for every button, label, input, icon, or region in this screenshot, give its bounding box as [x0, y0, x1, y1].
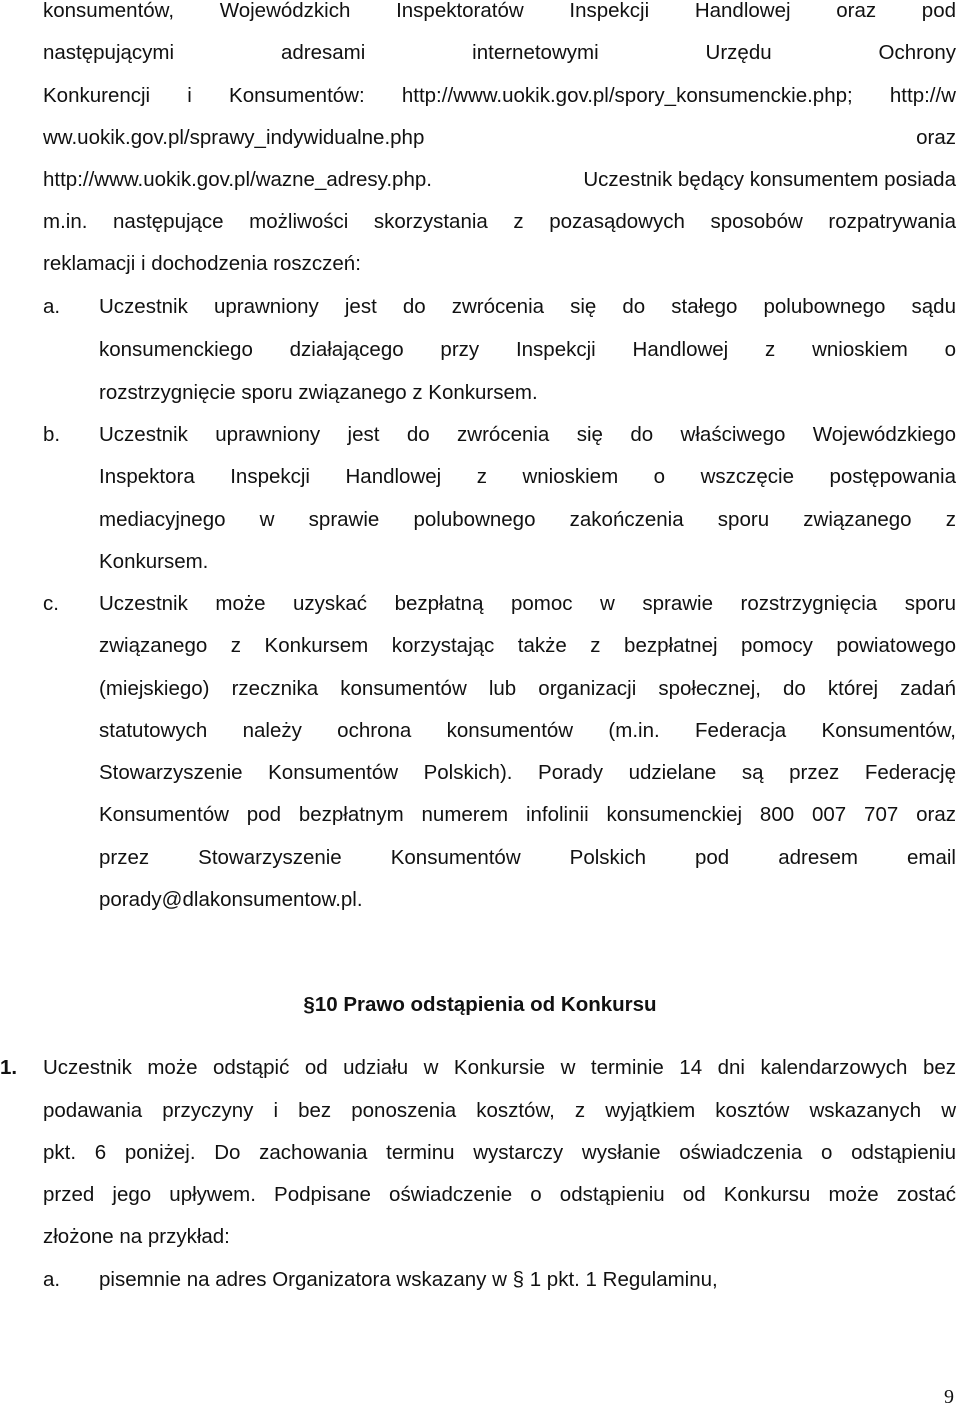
text-line: pisemnie na adres Organizatora wskazany w § 1 pkt. 1 Regulaminu, — [99, 1268, 718, 1291]
text-line — [43, 125, 956, 151]
text-line: pkt. 6 poniżej. Do zachowania terminu wystarczy wysłanie oświadczenia o odstąpieniu — [43, 1141, 956, 1164]
text-line: m.in. następujące możliwości skorzystania z pozasądowych sposobów rozpatrywania — [43, 210, 956, 233]
text-line: Uczestnik może odstąpić od udziału w Konkursie w terminie 14 dni kalendarzowych bez — [43, 1056, 956, 1079]
text-line: Uczestnik uprawniony jest do zwrócenia się do właściwego Wojewódzkiego — [99, 423, 956, 446]
list-marker: 1. — [0, 1056, 18, 1079]
text-line: Konkurencji i Konsumentów: http://www.uokik.gov.pl/spory_konsumenckie.php; http://w — [43, 84, 956, 107]
text-line: Konsumentów pod bezpłatnym numerem infolinii konsumenckiej 800 007 707 oraz — [99, 803, 956, 826]
section-heading: §10 Prawo odstąpienia od Konkursu — [303, 993, 657, 1016]
text-fragment: oraz — [916, 126, 956, 149]
list-marker: c. — [43, 592, 59, 615]
text-line: reklamacji i dochodzenia roszczeń: — [43, 252, 361, 275]
text-line: przed jego upływem. Podpisane oświadczenie o odstąpieniu od Konkursu może zostać — [43, 1183, 956, 1206]
email-text: porady@dlakonsumentow.pl. — [99, 888, 363, 911]
text-line: statutowych należy ochrona konsumentów (m.in. Federacja Konsumentów, — [99, 719, 956, 742]
text-line: następującymi adresami internetowymi Urzędu Ochrony — [43, 41, 956, 64]
page-number: 9 — [944, 1386, 954, 1408]
text-line: Stowarzyszenie Konsumentów Polskich). Porady udzielane są przez Federację — [99, 761, 956, 784]
text-line: rozstrzygnięcie sporu związanego z Konkursem. — [99, 381, 538, 404]
text-line: mediacyjnego w sprawie polubownego zakończenia sporu związanego z — [99, 508, 956, 531]
text-line: Inspektora Inspekcji Handlowej z wnioskiem o wszczęcie postępowania — [99, 465, 956, 488]
text-line: Konkursem. — [99, 550, 209, 573]
list-marker: a. — [43, 1268, 61, 1291]
url-text: ww.uokik.gov.pl/sprawy_indywidualne.php — [43, 126, 425, 149]
list-marker: a. — [43, 295, 61, 318]
text-line: Uczestnik uprawniony jest do zwrócenia się do stałego polubownego sądu — [99, 295, 956, 318]
text-line: przez Stowarzyszenie Konsumentów Polskich pod adresem email — [99, 846, 956, 869]
text-line: podawania przyczyny i bez ponoszenia kosztów, z wyjątkiem kosztów wskazanych w — [43, 1099, 956, 1122]
url-text: http://www.uokik.gov.pl/wazne_adresy.php. — [43, 168, 432, 191]
text-line: Uczestnik może uzyskać bezpłatną pomoc w sprawie rozstrzygnięcia sporu — [99, 592, 956, 615]
text-line: złożone na przykład: — [43, 1225, 230, 1248]
text-line: związanego z Konkursem korzystając także z bezpłatnej pomocy powiatowego — [99, 634, 956, 657]
text-line: (miejskiego) rzecznika konsumentów lub organizacji społecznej, do której zadań — [99, 677, 956, 700]
text-fragment: Uczestnik będący konsumentem posiada — [583, 168, 956, 191]
text-line — [43, 167, 956, 193]
list-marker: b. — [43, 423, 61, 446]
text-line: konsumentów, Wojewódzkich Inspektoratów Inspekcji Handlowej oraz pod — [43, 0, 956, 22]
text-line: konsumenckiego działającego przy Inspekcji Handlowej z wnioskiem o — [99, 338, 956, 361]
